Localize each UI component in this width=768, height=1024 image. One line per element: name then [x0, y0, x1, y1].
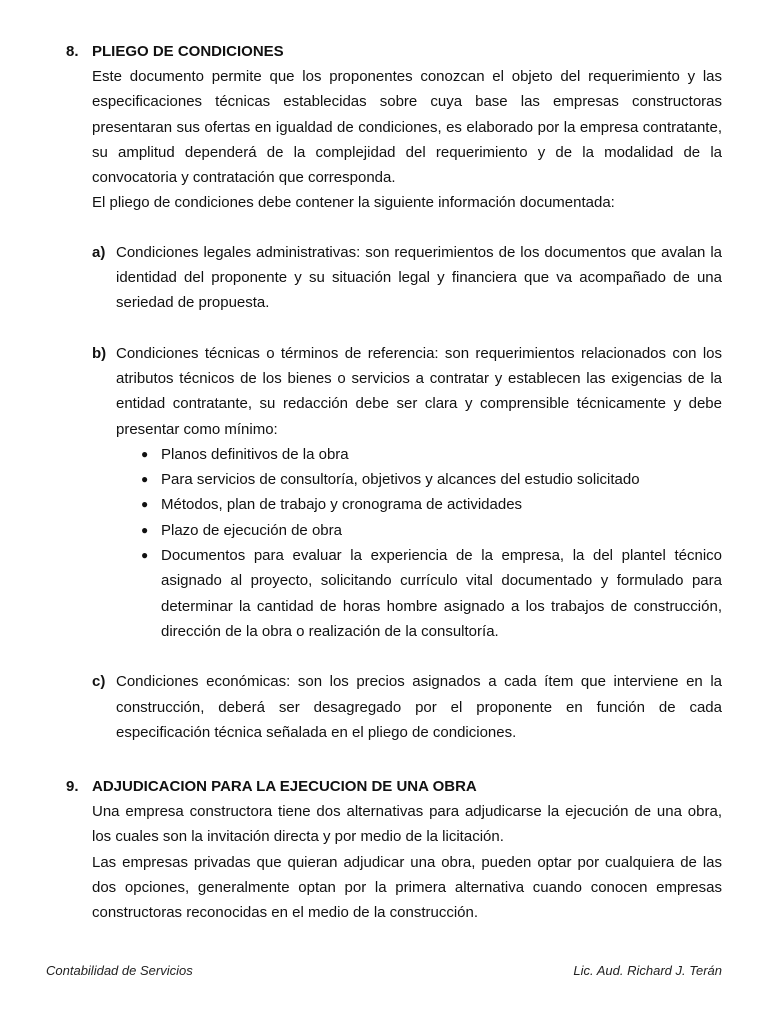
bullet-item [116, 467, 722, 492]
section-9-heading [66, 774, 722, 799]
paragraph: Este documento permite que los proponentes conozcan el objeto del requerimiento y las especificaciones técnicas establecidas sobre cuya base las empresas constructoras presentaran sus ofertas en igualdad de condiciones, es elaborado por la empresa contratante, su amplitud dependerá de la complejidad del requerimiento y de la modalidad de la convocatoria y contratación que corresponda. [92, 68, 722, 187]
section-9 [66, 774, 722, 925]
list-item [66, 341, 722, 645]
item-body [116, 341, 722, 645]
section-title: PLIEGO DE CONDICIONES [92, 43, 284, 60]
bullet-text: Documentos para evaluar la experiencia de la empresa, la del plantel técnico asignado al proyecto, solicitando currículo vital documentado y formulado para determinar la cantidad de horas hombre asignado a los trabajos de construcción, dirección de la obra o realización de la consultoría. [161, 547, 722, 640]
bullet-item [116, 543, 722, 644]
footer-author: Lic. Aud. Richard J. Terán [573, 963, 722, 978]
section-8-heading [66, 39, 722, 64]
bullet-text: Para servicios de consultoría, objetivos y alcances del estudio solicitado [161, 471, 640, 489]
bullet-text: Plazo de ejecución de obra [161, 521, 342, 539]
page-footer [46, 963, 722, 983]
bullet-item [116, 518, 722, 543]
bullet-text: Métodos, plan de trabajo y cronograma de actividades [161, 496, 523, 514]
item-text: Condiciones técnicas o términos de referencia: son requerimientos relacionados con los atributos técnicos de los bienes o servicios a contratar y establecen las exigencias de la entidad contratante, su redacción debe ser clara y comprensible técnicamente y debe presentar como mínimo: [116, 344, 722, 438]
paragraph: Las empresas privadas que quieran adjudicar una obra, pueden optar por cualquiera de las dos opciones, generalmente optan por la primera alternativa cuando conocen empresas constructoras reconocidas en el medio de la construcción. [92, 853, 722, 922]
bullet-item [116, 492, 722, 517]
bullet-icon: ● [141, 548, 149, 563]
bullet-icon: ● [141, 446, 149, 461]
section-8 [66, 39, 722, 770]
bullet-icon: ● [141, 522, 149, 537]
bullet-icon: ● [141, 472, 149, 487]
conditions-list [66, 240, 722, 745]
section-number: 8. [66, 43, 79, 60]
bullet-item [116, 442, 722, 467]
item-text: Condiciones económicas: son los precios asignados a cada ítem que interviene en la construcción, deberá ser desagregado por el proponente en función de cada especificación técnica señalada en el pliego de condiciones. [116, 673, 722, 741]
item-text: Condiciones legales administrativas: son requerimientos de los documentos que avalan la identidad del proponente y su situación legal y financiera que va acompañado de una seriedad de propuesta. [116, 243, 722, 312]
bullet-text: Planos definitivos de la obra [161, 445, 349, 463]
item-letter: a) [92, 243, 106, 261]
paragraph: El pliego de condiciones debe contener la siguiente información documentada: [92, 194, 615, 212]
item-letter: c) [92, 673, 106, 691]
list-item [66, 240, 722, 316]
section-number: 9. [66, 778, 79, 795]
paragraph: Una empresa constructora tiene dos alternativas para adjudicarse la ejecución de una obra, los cuales son la invitación directa y por medio de la licitación. [92, 803, 722, 846]
footer-course: Contabilidad de Servicios [46, 963, 193, 978]
item-letter: b) [92, 344, 107, 362]
list-item [66, 669, 722, 745]
bullet-icon: ● [141, 497, 149, 512]
section-title: ADJUDICACION PARA LA EJECUCION DE UNA OBRA [92, 778, 477, 795]
bullet-list [116, 442, 722, 644]
